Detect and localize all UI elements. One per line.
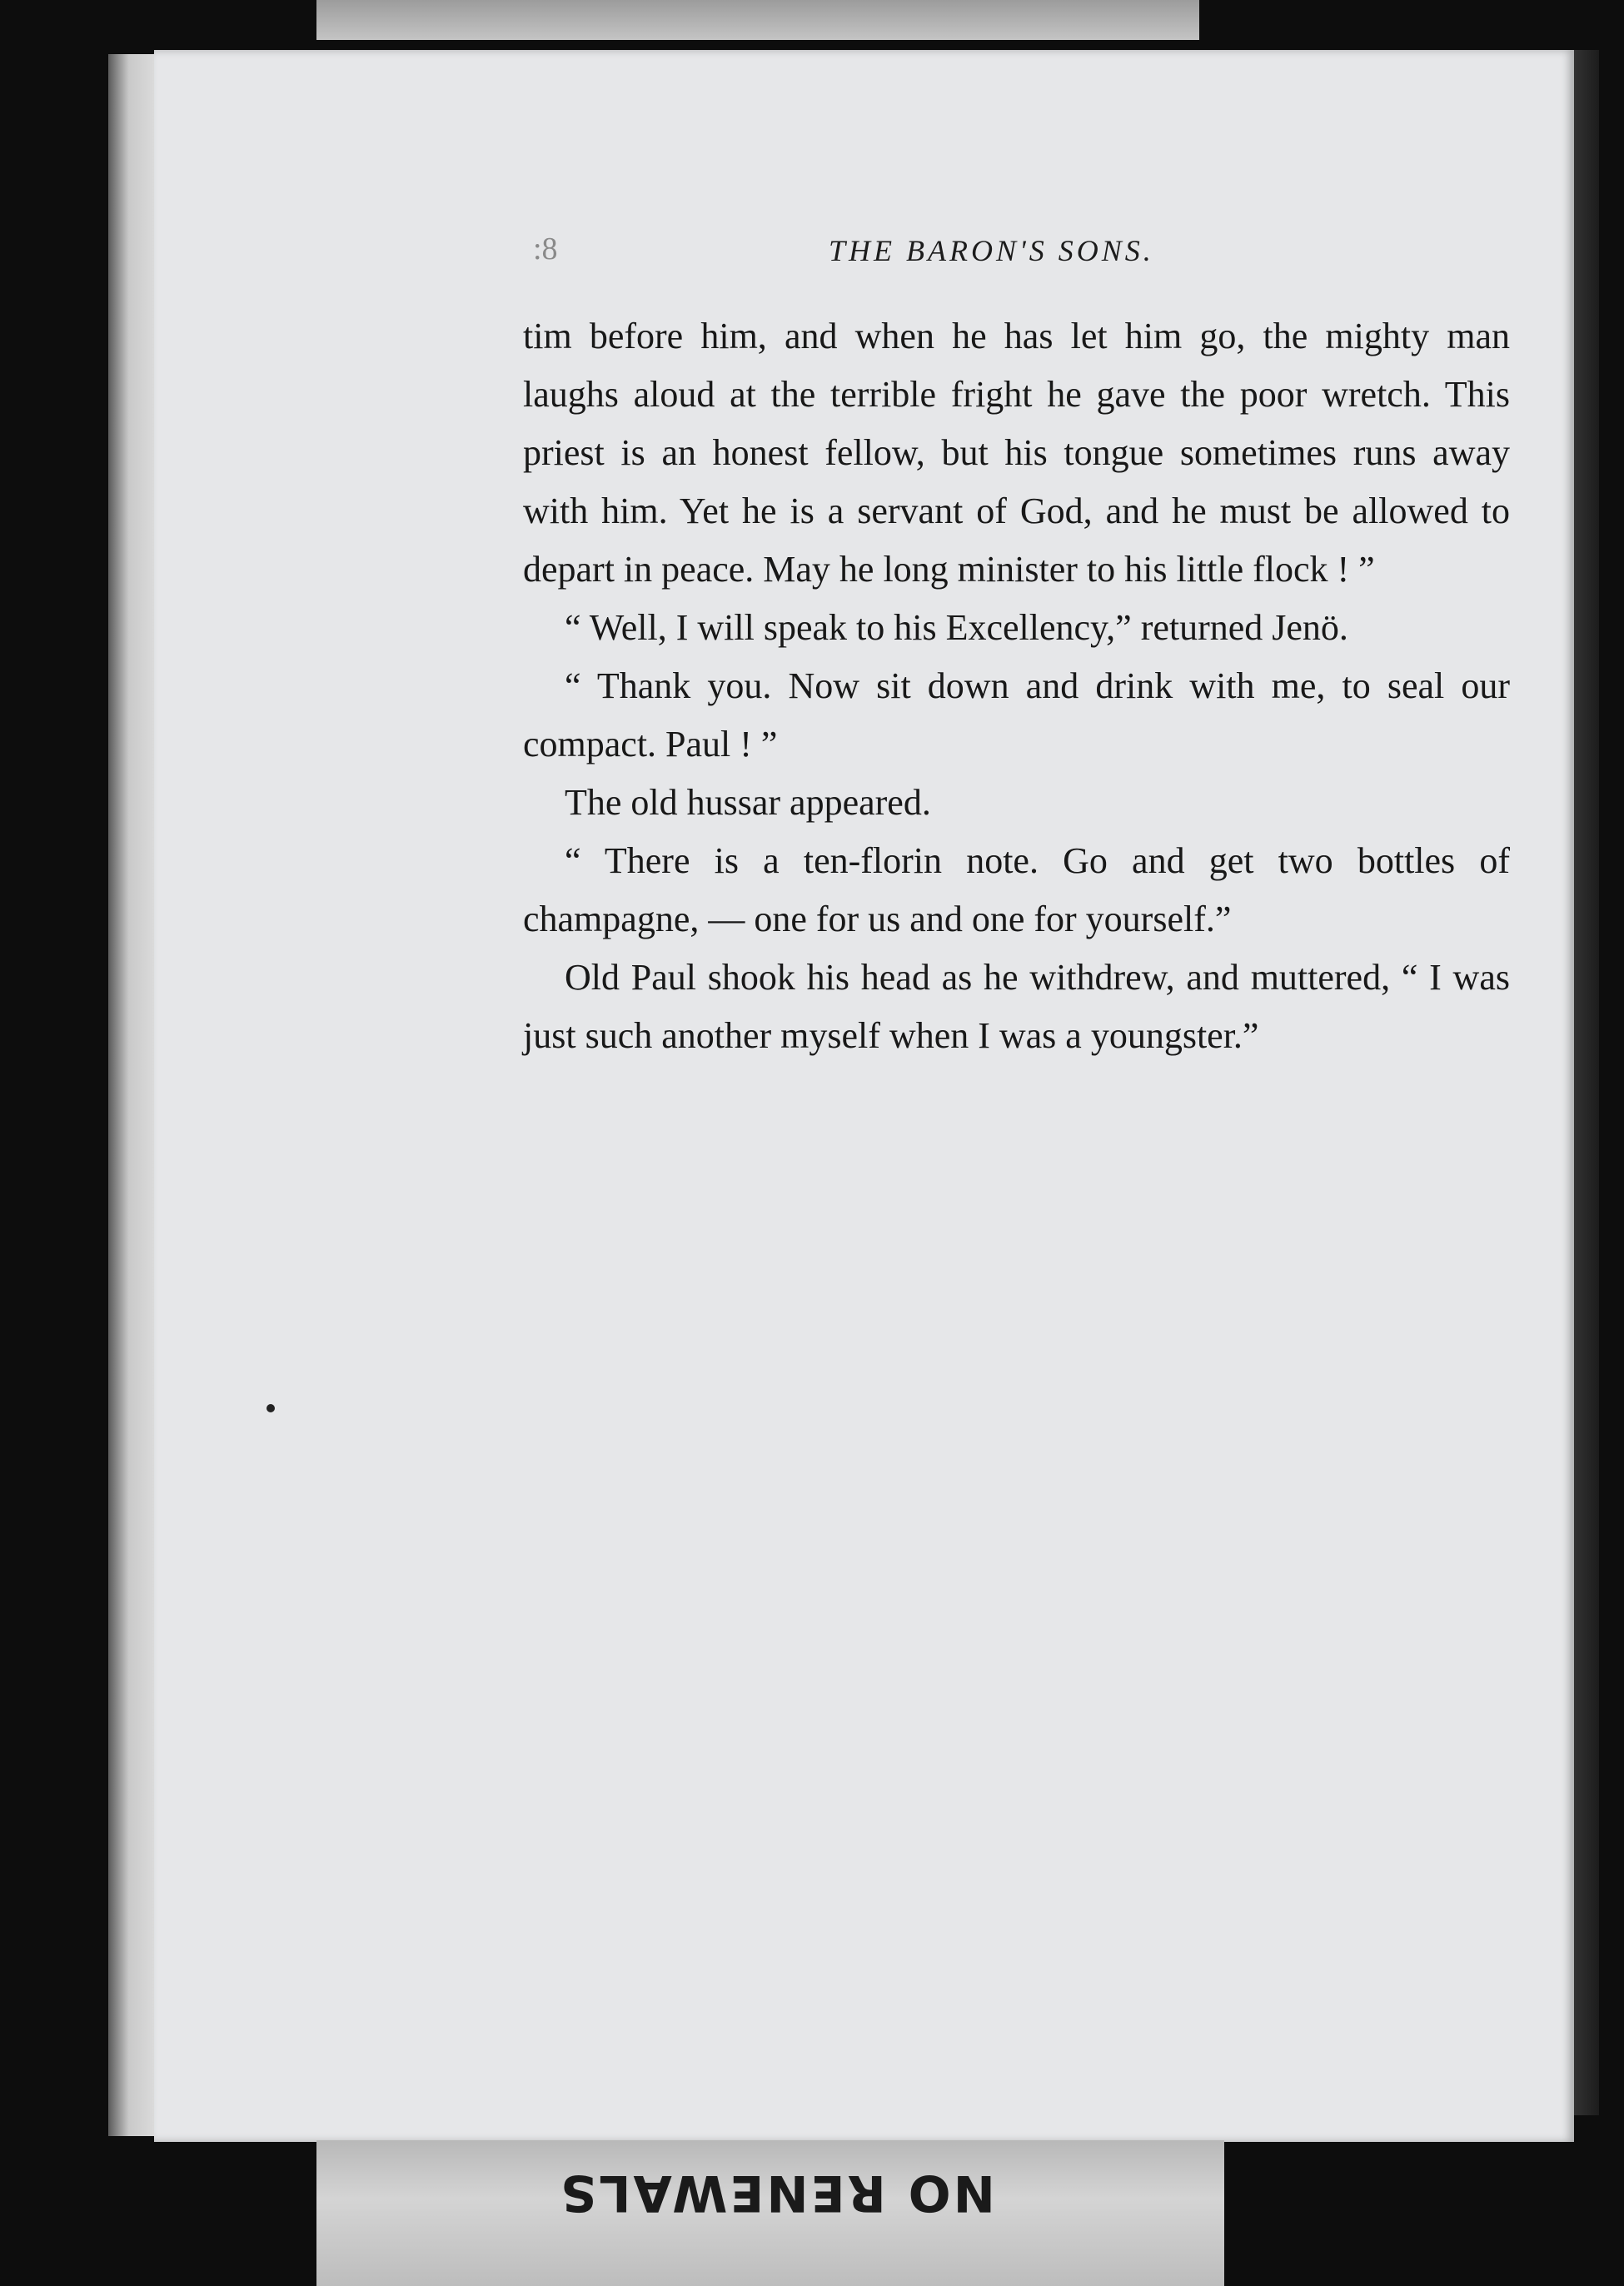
paragraph-2: “ Well, I will speak to his Excellency,” returned Jenö. [565, 607, 1348, 648]
paragraph-6: Old Paul shook his head as he withdrew, and muttered, “ I was just such another myself when I was a youngster.” [523, 957, 1510, 1056]
stamp-bleed-through: NO RENEWALS [558, 2164, 995, 2222]
paragraph-1: tim before him, and when he has let him go, the mighty man laughs aloud at the terrible fright he gave the poor wretch. This priest is an honest fellow, but his tongue sometimes runs away with him. Yet he is a servant of God, and he must be allowed to depart in peace. May he long minister to his little flock ! ” [523, 316, 1510, 590]
running-head: THE BARON'S SONS. [829, 234, 1154, 267]
page-number: :8 [533, 232, 558, 266]
paragraph-5: “ There is a ten-florin note. Go and get two bottles of champagne, — one for us and one for yourself.” [523, 840, 1510, 939]
ink-speck [267, 1404, 275, 1412]
scan-top-edge [316, 0, 1199, 40]
paragraph-3: “ Thank you. Now sit down and drink with me, to seal our compact. Paul ! ” [523, 665, 1510, 764]
body-text [523, 307, 1510, 1065]
paragraph-4: The old hussar appeared. [565, 782, 931, 823]
